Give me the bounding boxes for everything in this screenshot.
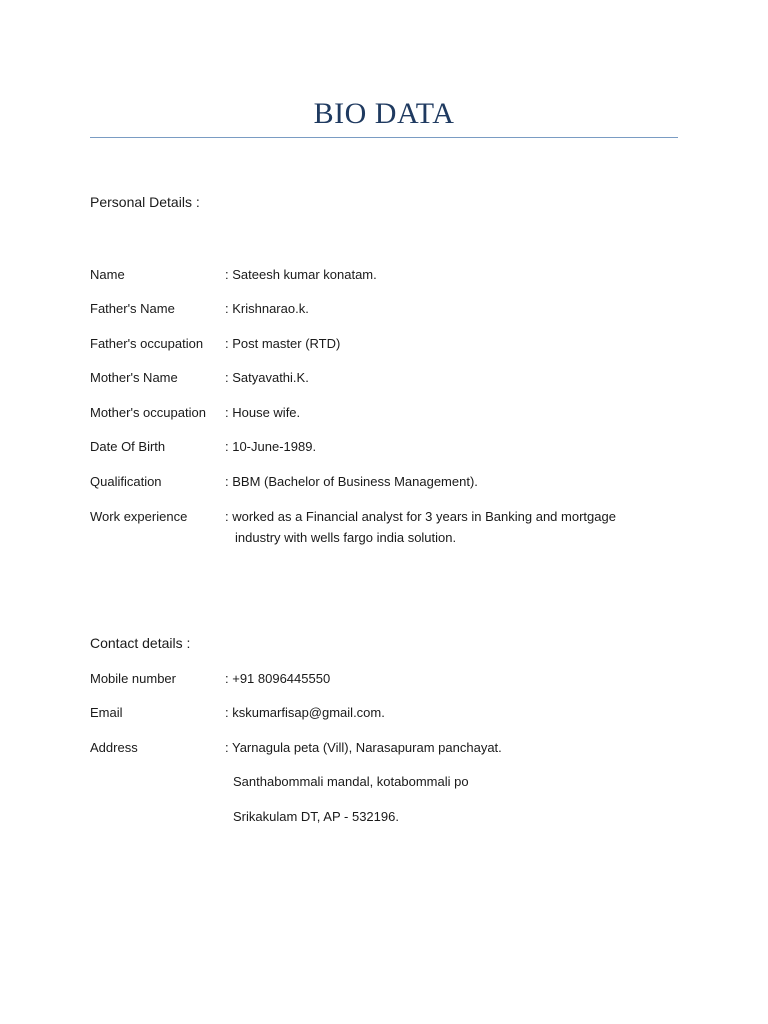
field-value: : BBM (Bachelor of Business Management). <box>225 474 478 489</box>
field-value: : Yarnagula peta (Vill), Narasapuram panchayat. <box>225 740 502 755</box>
field-value: : 10-June-1989. <box>225 439 317 454</box>
field-value: : Krishnarao.k. <box>225 301 309 316</box>
field-value <box>225 506 675 548</box>
field-value: : House wife. <box>225 405 301 420</box>
field-label: Mother's occupation <box>90 405 206 420</box>
field-label: Father's occupation <box>90 336 204 351</box>
field-value: : kskumarfisap@gmail.com. <box>225 705 385 720</box>
field-label: Father's Name <box>90 301 175 316</box>
field-label: Qualification <box>90 474 162 489</box>
field-label: Date Of Birth <box>90 439 166 454</box>
field-label: Address <box>90 740 138 755</box>
personal-details-heading: Personal Details : <box>90 194 200 210</box>
field-value: : Satyavathi.K. <box>225 370 309 385</box>
contact-details-heading: Contact details : <box>90 635 191 651</box>
field-label: Mother's Name <box>90 370 178 385</box>
field-value-continuation: industry with wells fargo india solution. <box>235 530 457 545</box>
field-value-line: : worked as a Financial analyst for 3 years in Banking and mortgage <box>225 509 616 524</box>
title-divider <box>90 137 678 138</box>
field-label: Name <box>90 267 125 282</box>
field-value: : +91 8096445550 <box>225 671 331 686</box>
address-line: Srikakulam DT, AP - 532196. <box>233 809 399 824</box>
field-label: Mobile number <box>90 671 176 686</box>
field-value: : Sateesh kumar konatam. <box>225 267 377 282</box>
field-label: Email <box>90 705 123 720</box>
address-line: Santhabommali mandal, kotabommali po <box>233 774 469 789</box>
field-value: : Post master (RTD) <box>225 336 341 351</box>
page-title: BIO DATA <box>313 97 455 130</box>
field-label: Work experience <box>90 509 188 524</box>
